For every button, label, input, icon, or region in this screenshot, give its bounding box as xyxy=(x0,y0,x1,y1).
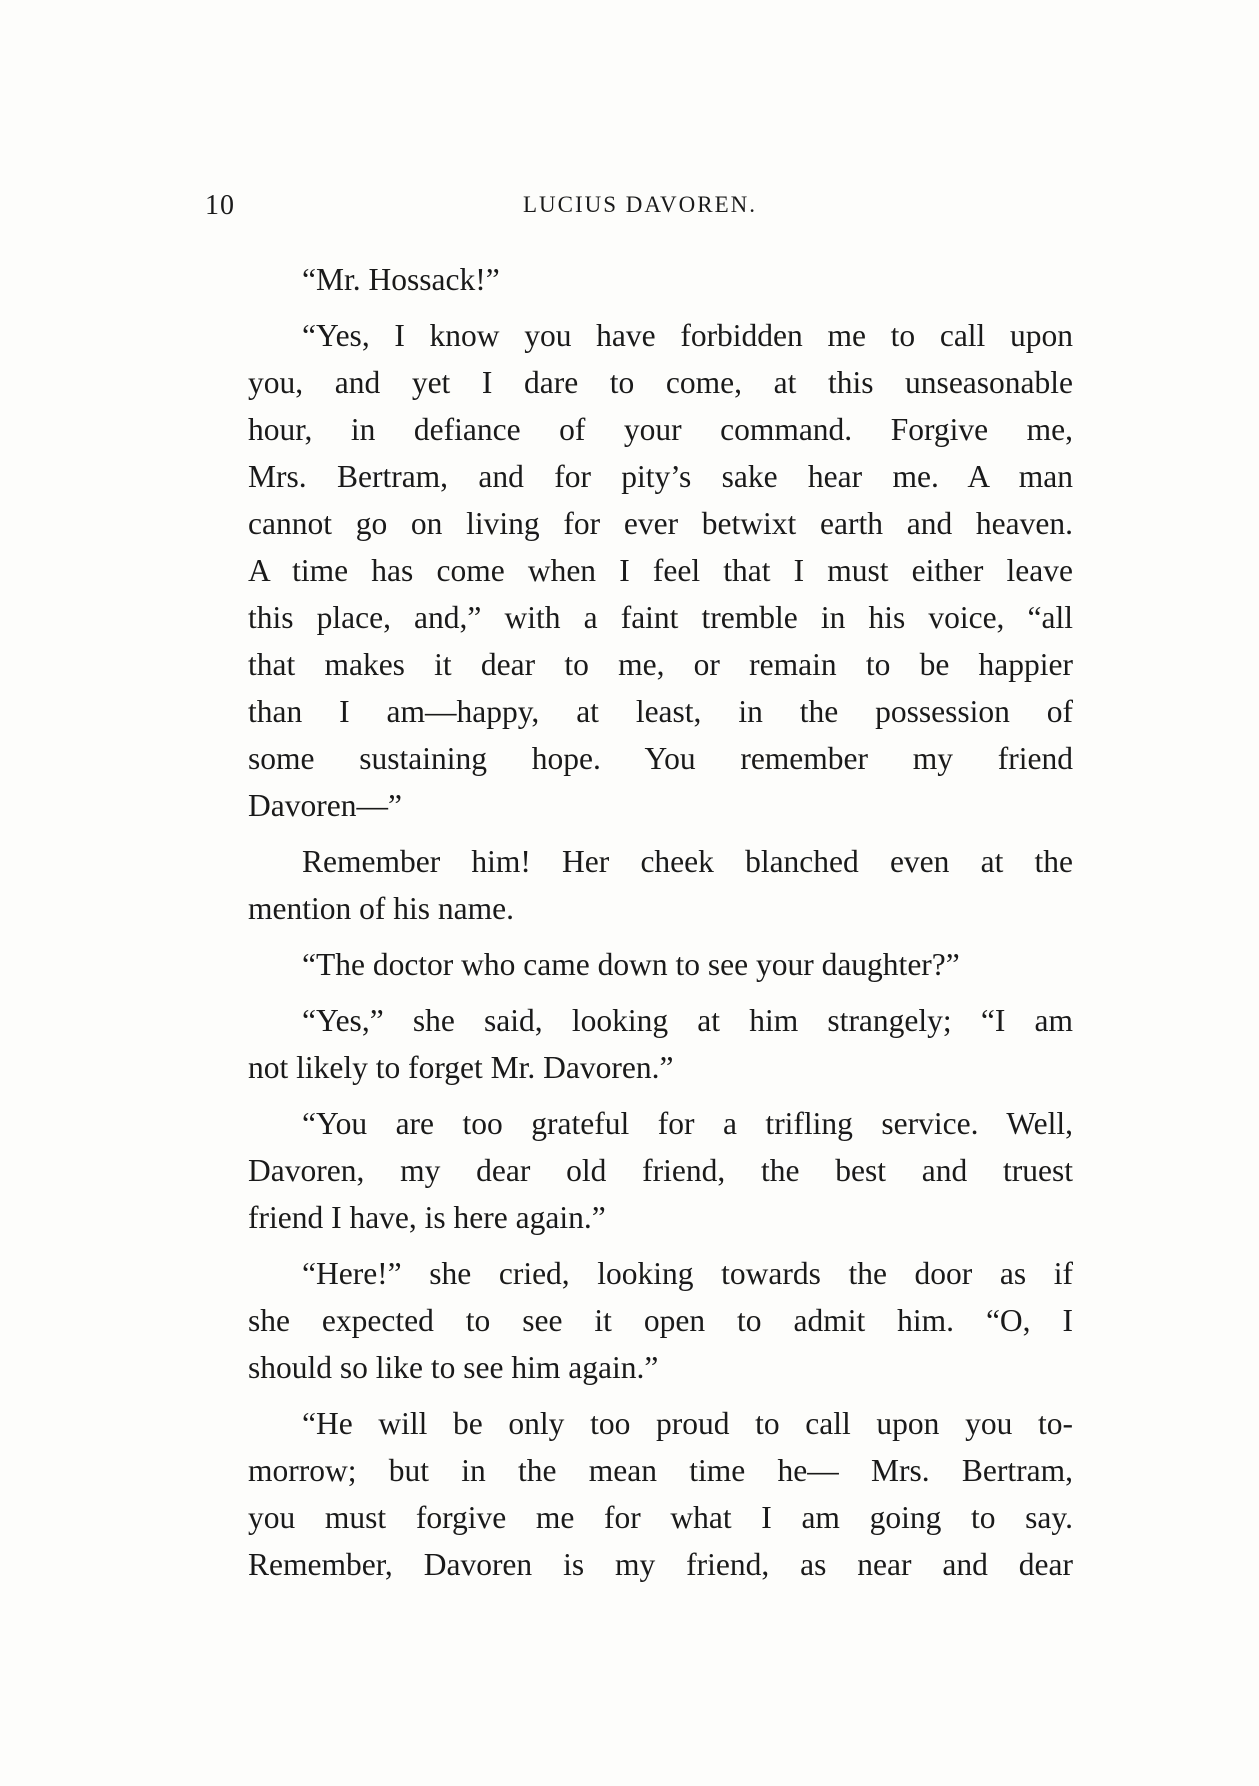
text-line: “You are too grateful for a trifling service. Well, xyxy=(302,1106,1073,1141)
running-head xyxy=(205,190,1075,230)
text-line: friend I have, is here again.” xyxy=(248,1200,606,1235)
text-line: she expected to see it open to admit him. “O, I xyxy=(248,1303,1073,1338)
paragraph xyxy=(198,312,1073,829)
text-line: not likely to forget Mr. Davoren.” xyxy=(248,1050,674,1085)
text-line: you must forgive me for what I am going to say. xyxy=(248,1500,1073,1535)
text-line: “Mr. Hossack!” xyxy=(302,262,500,297)
paragraph xyxy=(198,1400,1073,1588)
paragraph xyxy=(198,256,1073,303)
text-line: you, and yet I dare to come, at this unseasonable xyxy=(248,365,1073,400)
text-line: morrow; but in the mean time he— Mrs. Bertram, xyxy=(248,1453,1073,1488)
text-line: Davoren, my dear old friend, the best and truest xyxy=(248,1153,1073,1188)
paragraph xyxy=(198,997,1073,1091)
paragraph xyxy=(198,1100,1073,1241)
text-line: “Yes, I know you have forbidden me to call upon xyxy=(302,318,1073,353)
running-title: LUCIUS DAVOREN. xyxy=(522,192,758,217)
text-line: Davoren—” xyxy=(248,788,402,823)
paragraph xyxy=(198,1250,1073,1391)
text-line: “Yes,” she said, looking at him strangely; “I am xyxy=(302,1003,1073,1038)
text-line: should so like to see him again.” xyxy=(248,1350,659,1385)
text-line: this place, and,” with a faint tremble in his voice, “all xyxy=(248,600,1073,635)
text-line: “Here!” she cried, looking towards the door as if xyxy=(302,1256,1073,1291)
text-line: A time has come when I feel that I must either leave xyxy=(248,553,1073,588)
text-line: some sustaining hope. You remember my friend xyxy=(248,741,1073,776)
page-number: 10 xyxy=(205,190,235,221)
text-line: Mrs. Bertram, and for pity’s sake hear me. A man xyxy=(248,459,1073,494)
text-line: “He will be only too proud to call upon you to- xyxy=(302,1406,1073,1441)
paragraph xyxy=(198,941,1073,988)
text-line: “The doctor who came down to see your daughter?” xyxy=(302,947,960,982)
body-text xyxy=(198,256,1073,1597)
paragraph xyxy=(198,838,1073,932)
text-line: Remember, Davoren is my friend, as near and dear xyxy=(248,1547,1073,1582)
text-line: than I am—happy, at least, in the possession of xyxy=(248,694,1073,729)
text-line: hour, in defiance of your command. Forgive me, xyxy=(248,412,1073,447)
text-line: cannot go on living for ever betwixt earth and heaven. xyxy=(248,506,1073,541)
text-line: mention of his name. xyxy=(248,891,514,926)
text-line: Remember him! Her cheek blanched even at the xyxy=(302,844,1073,879)
text-line: that makes it dear to me, or remain to be happier xyxy=(248,647,1073,682)
